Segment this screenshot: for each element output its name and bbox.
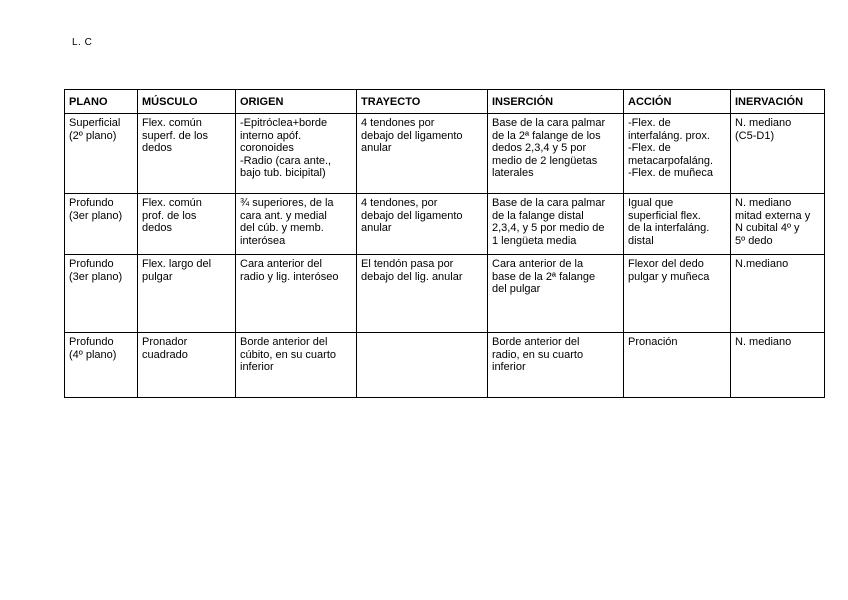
cell-insercion: Base de la cara palmar de la 2ª falange de los dedos 2,3,4 y 5 por medio de 2 lengüetas laterales bbox=[488, 114, 624, 194]
cell-inervacion: N. mediano bbox=[731, 333, 825, 398]
header-musculo: MÚSCULO bbox=[138, 90, 236, 114]
cell-accion: Flexor del dedo pulgar y muñeca bbox=[624, 255, 731, 333]
cell-inervacion: N. mediano (C5-D1) bbox=[731, 114, 825, 194]
muscle-table bbox=[64, 89, 825, 398]
cell-musculo: Flex. común superf. de los dedos bbox=[138, 114, 236, 194]
cell-trayecto: El tendón pasa por debajo del lig. anular bbox=[357, 255, 488, 333]
cell-trayecto bbox=[357, 333, 488, 398]
header-trayecto: TRAYECTO bbox=[357, 90, 488, 114]
cell-origen: Borde anterior del cúbito, en su cuarto inferior bbox=[236, 333, 357, 398]
document-header-note: L. C bbox=[72, 37, 93, 48]
cell-inervacion: N. mediano mitad externa y N cubital 4º y 5º dedo bbox=[731, 194, 825, 255]
cell-insercion: Borde anterior del radio, en su cuarto inferior bbox=[488, 333, 624, 398]
cell-plano: Superficial (2º plano) bbox=[65, 114, 138, 194]
table-row bbox=[65, 114, 825, 194]
cell-plano: Profundo (3er plano) bbox=[65, 194, 138, 255]
cell-musculo: Pronador cuadrado bbox=[138, 333, 236, 398]
header-insercion: INSERCIÓN bbox=[488, 90, 624, 114]
cell-origen: Cara anterior del radio y lig. interóseo bbox=[236, 255, 357, 333]
cell-trayecto: 4 tendones, por debajo del ligamento anular bbox=[357, 194, 488, 255]
cell-insercion: Cara anterior de la base de la 2ª falange del pulgar bbox=[488, 255, 624, 333]
cell-accion: Igual que superficial flex. de la interfaláng. distal bbox=[624, 194, 731, 255]
cell-accion: Pronación bbox=[624, 333, 731, 398]
cell-plano: Profundo (3er plano) bbox=[65, 255, 138, 333]
cell-origen: -Epitróclea+borde interno apóf. coronoides -Radio (cara ante., bajo tub. bicipital) bbox=[236, 114, 357, 194]
cell-plano: Profundo (4º plano) bbox=[65, 333, 138, 398]
cell-accion: -Flex. de interfaláng. prox. -Flex. de metacarpofaláng. -Flex. de muñeca bbox=[624, 114, 731, 194]
header-accion: ACCIÓN bbox=[624, 90, 731, 114]
cell-insercion: Base de la cara palmar de la falange distal 2,3,4, y 5 por medio de 1 lengüeta media bbox=[488, 194, 624, 255]
header-origen: ORIGEN bbox=[236, 90, 357, 114]
table-header-row bbox=[65, 90, 825, 114]
cell-origen: ¾ superiores, de la cara ant. y medial del cúb. y memb. interósea bbox=[236, 194, 357, 255]
table-row bbox=[65, 333, 825, 398]
cell-musculo: Flex. largo del pulgar bbox=[138, 255, 236, 333]
cell-musculo: Flex. común prof. de los dedos bbox=[138, 194, 236, 255]
cell-trayecto: 4 tendones por debajo del ligamento anular bbox=[357, 114, 488, 194]
header-inervacion: INERVACIÓN bbox=[731, 90, 825, 114]
table-row bbox=[65, 194, 825, 255]
table-row bbox=[65, 255, 825, 333]
cell-inervacion: N.mediano bbox=[731, 255, 825, 333]
header-plano: PLANO bbox=[65, 90, 138, 114]
